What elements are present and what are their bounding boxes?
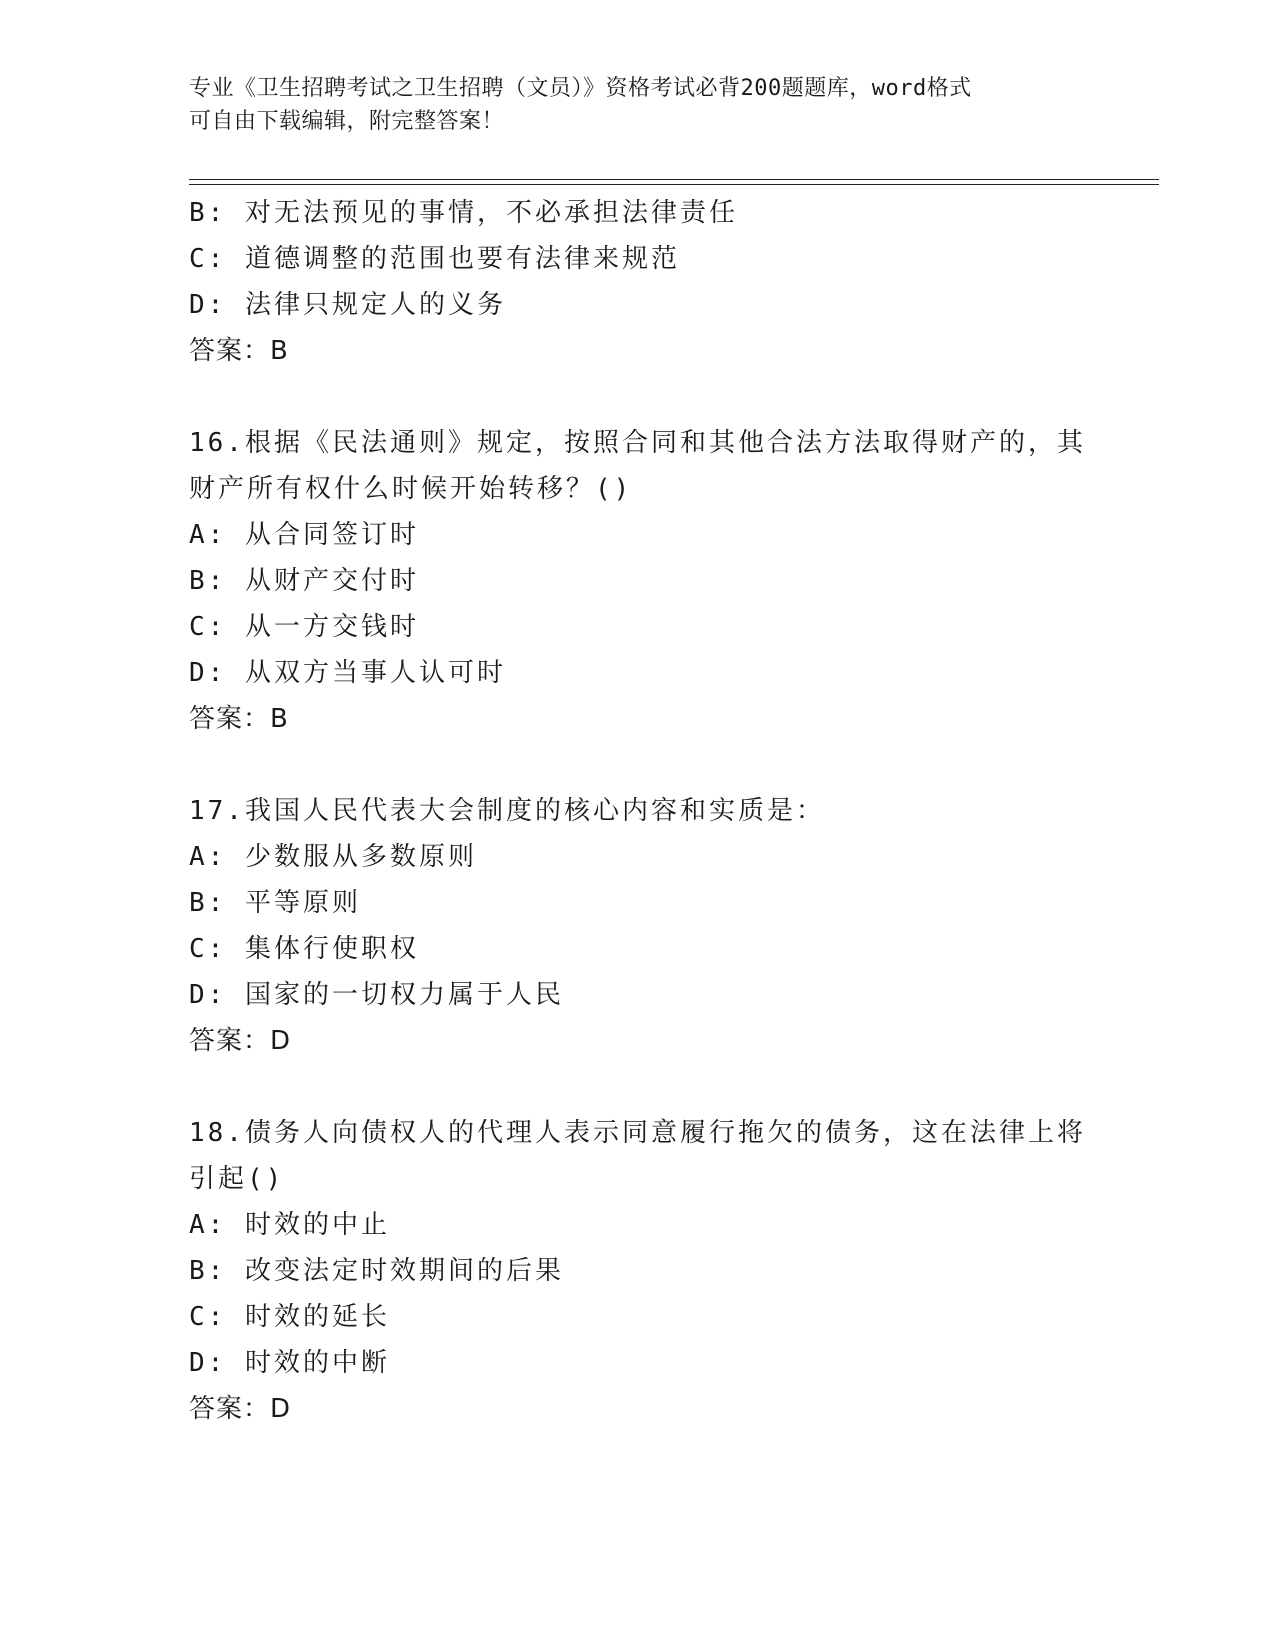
option-c: C: 道德调整的范围也要有法律来规范: [189, 244, 680, 274]
option-c: C: 集体行使职权: [189, 934, 419, 964]
option-a: A: 少数服从多数原则: [189, 842, 477, 872]
answer-line: 答案：B: [189, 336, 289, 366]
option-d: D: 国家的一切权力属于人民: [189, 980, 564, 1010]
option-d: D: 从双方当事人认可时: [189, 658, 506, 688]
question-list: [189, 190, 1089, 1432]
header-divider-top: [189, 179, 1159, 180]
header-divider-bottom: [189, 184, 1159, 185]
option-c: C: 时效的延长: [189, 1302, 390, 1332]
question-18: [189, 1110, 1089, 1432]
document-header: [189, 72, 1089, 138]
header-line-2: 可自由下载编辑，附完整答案！: [189, 109, 505, 134]
question-stem: 18.债务人向债权人的代理人表示同意履行拖欠的债务，这在法律上将: [189, 1118, 1086, 1148]
prev-question-block: [189, 190, 1089, 374]
option-b: B: 改变法定时效期间的后果: [189, 1256, 564, 1286]
question-17: [189, 788, 1089, 1064]
option-b: B: 平等原则: [189, 888, 361, 918]
option-a: A: 时效的中止: [189, 1210, 390, 1240]
option-d: D: 时效的中断: [189, 1348, 390, 1378]
answer-line: 答案：D: [189, 1394, 292, 1424]
option-b: B: 从财产交付时: [189, 566, 419, 596]
option-c: C: 从一方交钱时: [189, 612, 419, 642]
answer-line: 答案：B: [189, 704, 289, 734]
answer-line: 答案：D: [189, 1026, 292, 1056]
option-d: D: 法律只规定人的义务: [189, 290, 506, 320]
header-line-1: 专业《卫生招聘考试之卫生招聘（文员）》资格考试必背200题题库，word格式: [189, 76, 972, 101]
question-stem-cont: 引起(): [189, 1164, 285, 1194]
question-16: [189, 420, 1089, 742]
question-stem-cont: 财产所有权什么时候开始转移？(): [189, 474, 633, 504]
option-b: B: 对无法预见的事情，不必承担法律责任: [189, 198, 738, 228]
question-stem: 16.根据《民法通则》规定，按照合同和其他合法方法取得财产的，其: [189, 428, 1086, 458]
question-stem: 17.我国人民代表大会制度的核心内容和实质是：: [189, 796, 825, 826]
option-a: A: 从合同签订时: [189, 520, 419, 550]
